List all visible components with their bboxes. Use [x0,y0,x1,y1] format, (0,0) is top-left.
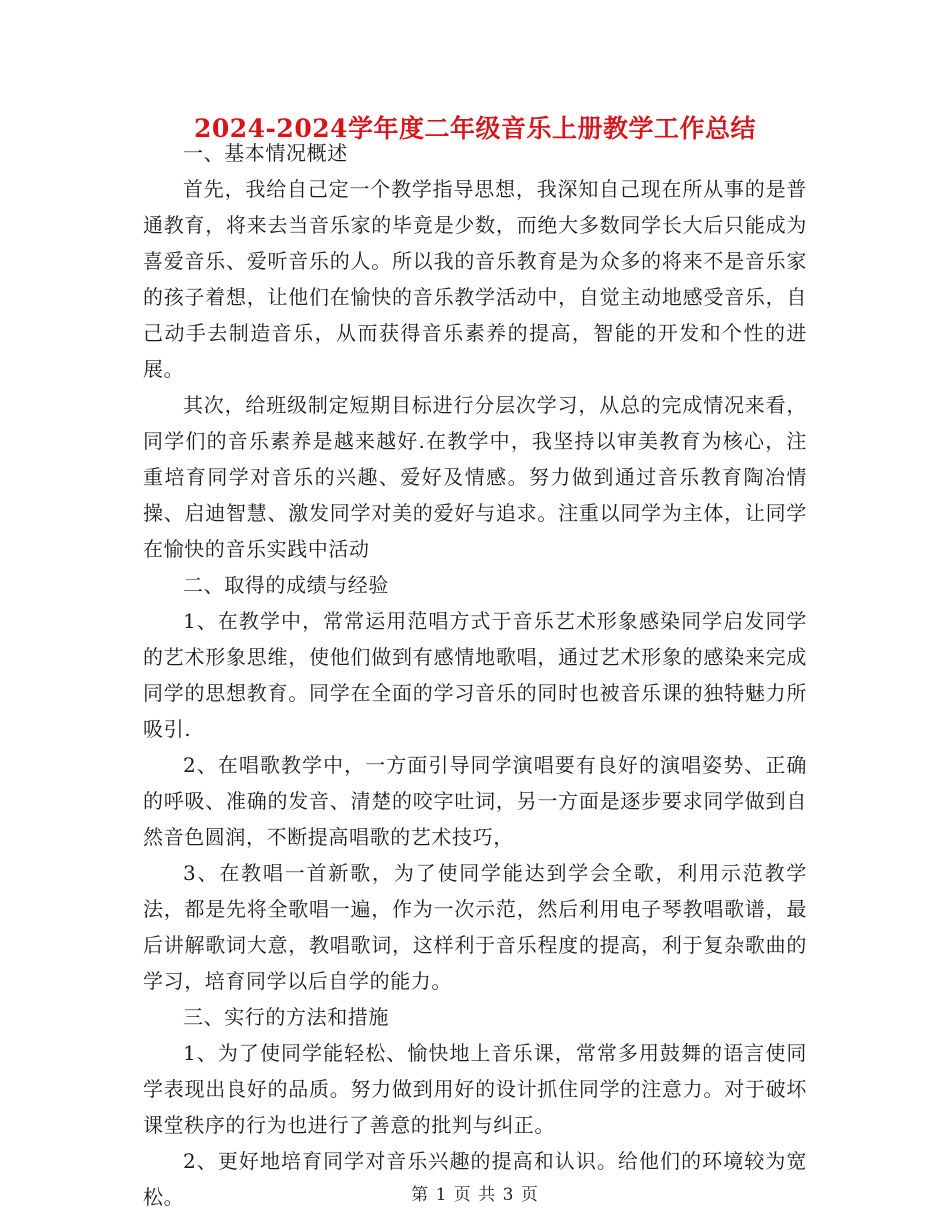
paragraph: 其次，给班级制定短期目标进行分层次学习，从总的完成情况来看，同学们的音乐素养是越来越好.在教学中，我坚持以审美教育为核心，注重培育同学对音乐的兴趣、爱好及情感。努力做到通过音乐教育陶冶情操、启迪智慧、激发同学对美的爱好与追求。注重以同学为主体，让同学在愉快的音乐实践中活动 [143,393,807,561]
paragraph: 3、在教唱一首新歌，为了使同学能达到学会全歌，利用示范教学法，都是先将全歌唱一遍，作为一次示范，然后利用电子琴教唱歌谱，最后讲解歌词大意，教唱歌词，这样利于音乐程度的提高，利于复杂歌曲的学习，培育同学以后自学的能力。 [143,861,807,993]
paragraph: 2、更好地培育同学对音乐兴趣的提高和认识。给他们的环境较为宽松。 [143,1149,807,1209]
document-title: 2024-2024学年度二年级音乐上册教学工作总结 [193,114,757,143]
section-heading-2: 二、取得的成绩与经验 [183,573,389,597]
paragraph: 首先，我给自己定一个教学指导思想，我深知自己现在所从事的是普通教育，将来去当音乐家的毕竟是少数，而绝大多数同学长大后只能成为喜爱音乐、爱听音乐的人。所以我的音乐教育是为众多的将来不是音乐家的孩子着想，让他们在愉快的音乐教学活动中，自觉主动地感受音乐，自己动手去制造音乐，从而获得音乐素养的提高，智能的开发和个性的进展。 [143,177,807,381]
document-body [143,135,807,1215]
section-heading-1: 一、基本情况概述 [183,141,348,165]
paragraph: 2、在唱歌教学中，一方面引导同学演唱要有良好的演唱姿势、正确的呼吸、准确的发音、清楚的咬字吐词，另一方面是逐步要求同学做到自然音色圆润，不断提高唱歌的艺术技巧， [143,753,807,849]
paragraph: 1、为了使同学能轻松、愉快地上音乐课，常常多用鼓舞的语言使同学表现出良好的品质。努力做到用好的设计抓住同学的注意力。对于破坏课堂秩序的行为也进行了善意的批判与纠正。 [143,1041,807,1137]
section-heading-3: 三、实行的方法和措施 [183,1005,389,1029]
paragraph: 1、在教学中，常常运用范唱方式于音乐艺术形象感染同学启发同学的艺术形象思维，使他们做到有感情地歌唱，通过艺术形象的感染来完成同学的思想教育。同学在全面的学习音乐的同时也被音乐课的独特魅力所吸引. [143,609,807,741]
page-number-footer: 第 1 页 共 3 页 [411,1185,539,1205]
